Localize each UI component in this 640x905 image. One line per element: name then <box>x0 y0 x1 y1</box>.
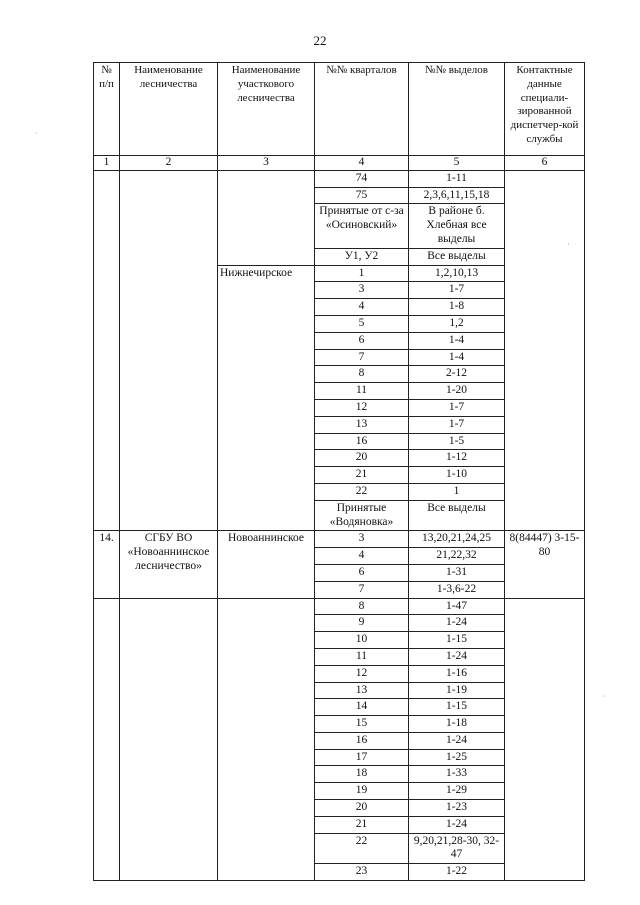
column-number: 2 <box>120 156 218 171</box>
quarter-cell: 12 <box>315 399 409 416</box>
plot-cell: 1-24 <box>409 648 505 665</box>
quarter-cell: 19 <box>315 783 409 800</box>
quarter-cell: 7 <box>315 349 409 366</box>
header-num: № п/п <box>94 63 120 156</box>
plot-cell: 1-23 <box>409 800 505 817</box>
plot-cell: 21,22,32 <box>409 548 505 565</box>
district-name-cell <box>218 170 315 265</box>
plot-cell: 1-25 <box>409 749 505 766</box>
page-number: 22 <box>313 33 327 48</box>
table-row <box>94 598 585 615</box>
plot-cell: 1-11 <box>409 170 505 187</box>
plot-cell: 1-24 <box>409 615 505 632</box>
header-quarters: №№ кварталов <box>315 63 409 156</box>
quarter-cell: Принятые «Водяновка» <box>315 500 409 531</box>
table-row <box>94 531 585 548</box>
quarter-cell: 21 <box>315 467 409 484</box>
plot-cell: 1-47 <box>409 598 505 615</box>
quarter-cell: 11 <box>315 648 409 665</box>
plot-cell: 1-7 <box>409 416 505 433</box>
plot-cell: 1-4 <box>409 332 505 349</box>
quarter-cell: 15 <box>315 716 409 733</box>
header-plots: №№ выделов <box>409 63 505 156</box>
plot-cell: 1-10 <box>409 467 505 484</box>
quarter-cell: 20 <box>315 450 409 467</box>
forestry-name-cell <box>120 598 218 881</box>
plot-cell: 2-12 <box>409 366 505 383</box>
quarter-cell: 16 <box>315 732 409 749</box>
header-forestry: Наименование лесничества <box>120 63 218 156</box>
quarter-cell: У1, У2 <box>315 248 409 265</box>
plot-cell: 13,20,21,24,25 <box>409 531 505 548</box>
scan-speck: · <box>603 692 606 701</box>
header-row <box>94 63 585 156</box>
quarter-cell: 22 <box>315 483 409 500</box>
plot-cell: 2,3,6,11,15,18 <box>409 187 505 204</box>
quarter-cell: 7 <box>315 581 409 598</box>
plot-cell: Все выделы <box>409 500 505 531</box>
quarter-cell: 17 <box>315 749 409 766</box>
column-number: 3 <box>218 156 315 171</box>
quarter-cell: 4 <box>315 548 409 565</box>
quarter-cell: 20 <box>315 800 409 817</box>
plot-cell: 1-33 <box>409 766 505 783</box>
quarter-cell: 8 <box>315 598 409 615</box>
plot-cell: 1,2,10,13 <box>409 265 505 282</box>
plot-cell: 1-31 <box>409 564 505 581</box>
quarter-cell: 9 <box>315 615 409 632</box>
scan-speck: · <box>35 129 38 138</box>
plot-cell: 1-24 <box>409 732 505 749</box>
row-number-cell <box>94 170 120 531</box>
plot-cell: 1-24 <box>409 816 505 833</box>
quarter-cell: 13 <box>315 416 409 433</box>
quarter-cell: 18 <box>315 766 409 783</box>
header-contact: Контактные данные специали-зированной диспетчер-кой службы <box>505 63 585 156</box>
column-number: 4 <box>315 156 409 171</box>
table-row <box>94 170 585 187</box>
forestry-name-cell <box>120 170 218 531</box>
quarter-cell: 3 <box>315 282 409 299</box>
quarter-cell: 12 <box>315 665 409 682</box>
quarter-cell: 6 <box>315 332 409 349</box>
quarter-cell: 21 <box>315 816 409 833</box>
plot-cell: 1-7 <box>409 282 505 299</box>
plot-cell: 1,2 <box>409 315 505 332</box>
header-district: Наименование участкового лесничества <box>218 63 315 156</box>
quarter-cell: 6 <box>315 564 409 581</box>
column-number: 6 <box>505 156 585 171</box>
plot-cell: 1-16 <box>409 665 505 682</box>
plot-cell: 1-15 <box>409 632 505 649</box>
quarter-cell: 10 <box>315 632 409 649</box>
quarter-cell: 8 <box>315 366 409 383</box>
contact-cell: 8(84447) 3-15-80 <box>505 531 585 598</box>
quarter-cell: 75 <box>315 187 409 204</box>
district-name-cell: Новоаннинское <box>218 531 315 598</box>
column-number-row <box>94 156 585 171</box>
plot-cell: 1-15 <box>409 699 505 716</box>
contact-cell <box>505 170 585 531</box>
plot-cell: 1-5 <box>409 433 505 450</box>
plot-cell: 1-12 <box>409 450 505 467</box>
district-name-cell: Нижнечирское <box>218 265 315 531</box>
scan-speck: · <box>567 240 570 249</box>
quarter-cell: 22 <box>315 833 409 864</box>
plot-cell: 9,20,21,28-30, 32-47 <box>409 833 505 864</box>
plot-cell: 1-4 <box>409 349 505 366</box>
forestry-table <box>93 62 585 881</box>
plot-cell: 1-3,6-22 <box>409 581 505 598</box>
plot-cell: Все выделы <box>409 248 505 265</box>
row-number-cell: 14. <box>94 531 120 598</box>
quarter-cell: 4 <box>315 299 409 316</box>
plot-cell: 1-19 <box>409 682 505 699</box>
plot-cell: 1-22 <box>409 864 505 881</box>
row-number-cell <box>94 598 120 881</box>
forestry-name-cell: СГБУ ВО «Новоаннинское лесничество» <box>120 531 218 598</box>
district-name-cell <box>218 598 315 881</box>
plot-cell: 1-20 <box>409 383 505 400</box>
quarter-cell: 23 <box>315 864 409 881</box>
quarter-cell: 16 <box>315 433 409 450</box>
plot-cell: В районе б. Хлебная все выделы <box>409 204 505 248</box>
column-number: 5 <box>409 156 505 171</box>
quarter-cell: 14 <box>315 699 409 716</box>
quarter-cell: 3 <box>315 531 409 548</box>
quarter-cell: Принятые от с-за «Осиновский» <box>315 204 409 248</box>
plot-cell: 1-8 <box>409 299 505 316</box>
quarter-cell: 11 <box>315 383 409 400</box>
quarter-cell: 5 <box>315 315 409 332</box>
plot-cell: 1 <box>409 483 505 500</box>
plot-cell: 1-7 <box>409 399 505 416</box>
plot-cell: 1-18 <box>409 716 505 733</box>
contact-cell <box>505 598 585 881</box>
quarter-cell: 74 <box>315 170 409 187</box>
quarter-cell: 1 <box>315 265 409 282</box>
quarter-cell: 13 <box>315 682 409 699</box>
plot-cell: 1-29 <box>409 783 505 800</box>
column-number: 1 <box>94 156 120 171</box>
